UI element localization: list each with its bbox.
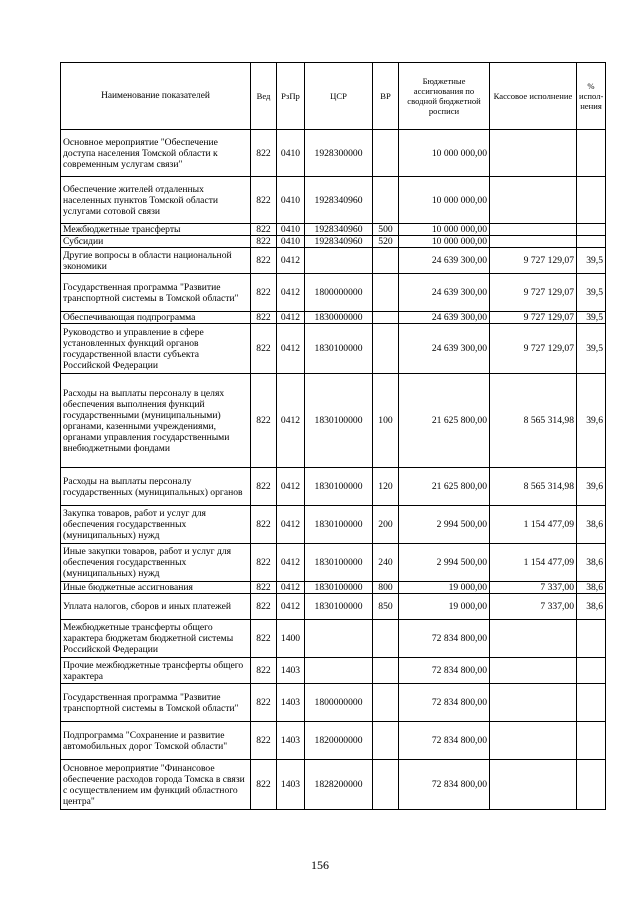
cell-pct: 39,5 — [577, 248, 606, 274]
cell-cash: 9 727 129,07 — [490, 312, 577, 324]
header-budget: Бюджетные ассигнования по сводной бюджетной росписи — [399, 63, 490, 130]
cell-budget: 2 994 500,00 — [399, 506, 490, 544]
cell-pct: 39,6 — [577, 374, 606, 468]
cell-ved: 822 — [251, 760, 277, 810]
cell-name: Уплата налогов, сборов и иных платежей — [61, 594, 251, 620]
cell-budget: 10 000 000,00 — [399, 224, 490, 236]
cell-ved: 822 — [251, 684, 277, 722]
cell-budget: 72 834 800,00 — [399, 684, 490, 722]
cell-ved: 822 — [251, 274, 277, 312]
cell-rzpr: 0412 — [277, 374, 305, 468]
cell-ved: 822 — [251, 594, 277, 620]
cell-vr — [373, 658, 399, 684]
cell-budget: 10 000 000,00 — [399, 130, 490, 177]
cell-ved: 822 — [251, 658, 277, 684]
cell-rzpr: 0412 — [277, 312, 305, 324]
cell-pct: 39,5 — [577, 274, 606, 312]
cell-cash — [490, 760, 577, 810]
cell-rzpr: 0412 — [277, 274, 305, 312]
cell-cash — [490, 224, 577, 236]
cell-cash: 8 565 314,98 — [490, 374, 577, 468]
table-row — [61, 312, 606, 324]
cell-csr — [305, 658, 373, 684]
cell-vr — [373, 324, 399, 374]
table-row — [61, 544, 606, 582]
cell-vr — [373, 130, 399, 177]
cell-vr — [373, 274, 399, 312]
cell-csr: 1830100000 — [305, 582, 373, 594]
cell-csr — [305, 620, 373, 658]
cell-rzpr: 1403 — [277, 684, 305, 722]
cell-name: Обеспечение жителей отдаленных населенных пунктов Томской области услугами сотовой связи — [61, 177, 251, 224]
cell-name: Иные бюджетные ассигнования — [61, 582, 251, 594]
cell-rzpr: 1400 — [277, 620, 305, 658]
cell-ved: 822 — [251, 506, 277, 544]
budget-table — [60, 62, 606, 810]
cell-cash: 1 154 477,09 — [490, 506, 577, 544]
cell-vr — [373, 760, 399, 810]
cell-ved: 822 — [251, 722, 277, 760]
table-row — [61, 684, 606, 722]
table-row — [61, 236, 606, 248]
cell-rzpr: 0412 — [277, 324, 305, 374]
cell-name: Государственная программа "Развитие транспортной системы в Томской области" — [61, 684, 251, 722]
cell-budget: 72 834 800,00 — [399, 760, 490, 810]
cell-cash — [490, 130, 577, 177]
cell-cash — [490, 177, 577, 224]
header-cash: Кассовое исполнение — [490, 63, 577, 130]
table-row — [61, 620, 606, 658]
cell-pct — [577, 177, 606, 224]
cell-pct: 39,6 — [577, 468, 606, 506]
cell-rzpr: 0410 — [277, 130, 305, 177]
cell-pct — [577, 236, 606, 248]
cell-vr: 100 — [373, 374, 399, 468]
table-row — [61, 582, 606, 594]
cell-name: Иные закупки товаров, работ и услуг для обеспечения государственных (муниципальных) нужд — [61, 544, 251, 582]
cell-vr: 120 — [373, 468, 399, 506]
cell-vr: 800 — [373, 582, 399, 594]
cell-csr: 1928300000 — [305, 130, 373, 177]
cell-csr: 1830100000 — [305, 594, 373, 620]
cell-vr — [373, 620, 399, 658]
cell-rzpr: 0412 — [277, 594, 305, 620]
cell-ved: 822 — [251, 620, 277, 658]
cell-cash: 7 337,00 — [490, 594, 577, 620]
page-number: 156 — [311, 858, 329, 872]
cell-ved: 822 — [251, 582, 277, 594]
cell-cash — [490, 684, 577, 722]
cell-budget: 19 000,00 — [399, 594, 490, 620]
table-body — [61, 130, 606, 810]
cell-rzpr: 1403 — [277, 760, 305, 810]
table-row — [61, 594, 606, 620]
cell-budget: 2 994 500,00 — [399, 544, 490, 582]
cell-cash: 8 565 314,98 — [490, 468, 577, 506]
cell-cash: 9 727 129,07 — [490, 248, 577, 274]
cell-ved: 822 — [251, 312, 277, 324]
cell-name: Основное мероприятие "Финансовое обеспечение расходов города Томска в связи с осуществлением им функций областного центра" — [61, 760, 251, 810]
cell-name: Подпрограмма "Сохранение и развитие автомобильных дорог Томской области" — [61, 722, 251, 760]
cell-ved: 822 — [251, 324, 277, 374]
header-pct: % испол-нения — [577, 63, 606, 130]
header-ved: Вед — [251, 63, 277, 130]
cell-name: Расходы на выплаты персоналу государственных (муниципальных) органов — [61, 468, 251, 506]
table-row — [61, 224, 606, 236]
header-name: Наименование показателей — [61, 63, 251, 130]
cell-csr: 1928340960 — [305, 177, 373, 224]
cell-vr — [373, 312, 399, 324]
cell-name: Другие вопросы в области национальной экономики — [61, 248, 251, 274]
cell-ved: 822 — [251, 248, 277, 274]
cell-ved: 822 — [251, 130, 277, 177]
table-row — [61, 274, 606, 312]
cell-vr: 520 — [373, 236, 399, 248]
cell-pct: 39,5 — [577, 312, 606, 324]
cell-rzpr: 0410 — [277, 177, 305, 224]
cell-pct: 39,5 — [577, 324, 606, 374]
cell-name: Обеспечивающая подпрограмма — [61, 312, 251, 324]
cell-budget: 24 639 300,00 — [399, 274, 490, 312]
cell-cash: 7 337,00 — [490, 582, 577, 594]
cell-budget: 24 639 300,00 — [399, 248, 490, 274]
cell-name: Расходы на выплаты персоналу в целях обеспечения выполнения функций государственными (муниципальными) органами, казенными учреждениями, органами управления государственными внебюджетными фондами — [61, 374, 251, 468]
cell-pct: 38,6 — [577, 594, 606, 620]
cell-ved: 822 — [251, 224, 277, 236]
cell-vr: 500 — [373, 224, 399, 236]
cell-budget: 21 625 800,00 — [399, 468, 490, 506]
cell-rzpr: 0410 — [277, 236, 305, 248]
cell-cash — [490, 620, 577, 658]
cell-ved: 822 — [251, 374, 277, 468]
cell-pct — [577, 224, 606, 236]
cell-vr: 850 — [373, 594, 399, 620]
cell-pct — [577, 130, 606, 177]
cell-budget: 24 639 300,00 — [399, 324, 490, 374]
header-csr: ЦСР — [305, 63, 373, 130]
cell-csr: 1830100000 — [305, 324, 373, 374]
cell-rzpr: 0412 — [277, 544, 305, 582]
cell-rzpr: 0412 — [277, 506, 305, 544]
cell-csr — [305, 248, 373, 274]
cell-rzpr: 0412 — [277, 582, 305, 594]
cell-csr: 1830100000 — [305, 468, 373, 506]
table-row — [61, 374, 606, 468]
cell-csr: 1830100000 — [305, 374, 373, 468]
header-row — [61, 63, 606, 130]
cell-csr: 1820000000 — [305, 722, 373, 760]
cell-cash: 9 727 129,07 — [490, 274, 577, 312]
cell-budget: 21 625 800,00 — [399, 374, 490, 468]
cell-cash: 1 154 477,09 — [490, 544, 577, 582]
cell-vr — [373, 722, 399, 760]
header-vr: ВР — [373, 63, 399, 130]
cell-budget: 72 834 800,00 — [399, 620, 490, 658]
cell-name: Межбюджетные трансферты — [61, 224, 251, 236]
cell-budget: 19 000,00 — [399, 582, 490, 594]
cell-csr: 1828200000 — [305, 760, 373, 810]
cell-csr: 1800000000 — [305, 684, 373, 722]
cell-pct: 38,6 — [577, 582, 606, 594]
cell-csr: 1928340960 — [305, 224, 373, 236]
cell-name: Основное мероприятие "Обеспечение доступа населения Томской области к современным услугам связи" — [61, 130, 251, 177]
cell-name: Субсидии — [61, 236, 251, 248]
cell-pct — [577, 722, 606, 760]
cell-pct — [577, 658, 606, 684]
cell-pct — [577, 620, 606, 658]
cell-rzpr: 1403 — [277, 658, 305, 684]
table-row — [61, 760, 606, 810]
cell-name: Руководство и управление в сфере установленных функций органов государственной власти субъекта Российской Федерации — [61, 324, 251, 374]
cell-name: Закупка товаров, работ и услуг для обеспечения государственных (муниципальных) нужд — [61, 506, 251, 544]
table-row — [61, 722, 606, 760]
cell-ved: 822 — [251, 236, 277, 248]
cell-pct — [577, 684, 606, 722]
cell-budget: 10 000 000,00 — [399, 236, 490, 248]
cell-csr: 1800000000 — [305, 274, 373, 312]
cell-pct: 38,6 — [577, 506, 606, 544]
table-row — [61, 248, 606, 274]
cell-cash — [490, 722, 577, 760]
cell-vr: 200 — [373, 506, 399, 544]
table-row — [61, 506, 606, 544]
cell-csr: 1830100000 — [305, 506, 373, 544]
cell-rzpr: 0412 — [277, 248, 305, 274]
cell-budget: 10 000 000,00 — [399, 177, 490, 224]
cell-name: Государственная программа "Развитие транспортной системы в Томской области" — [61, 274, 251, 312]
cell-ved: 822 — [251, 544, 277, 582]
table-row — [61, 468, 606, 506]
table-row — [61, 324, 606, 374]
table-row — [61, 130, 606, 177]
cell-rzpr: 0412 — [277, 468, 305, 506]
cell-vr: 240 — [373, 544, 399, 582]
cell-csr: 1830000000 — [305, 312, 373, 324]
cell-csr: 1830100000 — [305, 544, 373, 582]
cell-budget: 72 834 800,00 — [399, 722, 490, 760]
cell-vr — [373, 177, 399, 224]
cell-cash: 9 727 129,07 — [490, 324, 577, 374]
table-row — [61, 658, 606, 684]
cell-name: Прочие межбюджетные трансферты общего характера — [61, 658, 251, 684]
cell-name: Межбюджетные трансферты общего характера бюджетам бюджетной системы Российской Федерации — [61, 620, 251, 658]
cell-ved: 822 — [251, 177, 277, 224]
cell-rzpr: 1403 — [277, 722, 305, 760]
cell-ved: 822 — [251, 468, 277, 506]
cell-pct: 38,6 — [577, 544, 606, 582]
cell-csr: 1928340960 — [305, 236, 373, 248]
cell-cash — [490, 658, 577, 684]
cell-vr — [373, 248, 399, 274]
cell-budget: 24 639 300,00 — [399, 312, 490, 324]
cell-cash — [490, 236, 577, 248]
header-rzpr: РзПр — [277, 63, 305, 130]
table-row — [61, 177, 606, 224]
cell-pct — [577, 760, 606, 810]
cell-rzpr: 0410 — [277, 224, 305, 236]
cell-vr — [373, 684, 399, 722]
cell-budget: 72 834 800,00 — [399, 658, 490, 684]
